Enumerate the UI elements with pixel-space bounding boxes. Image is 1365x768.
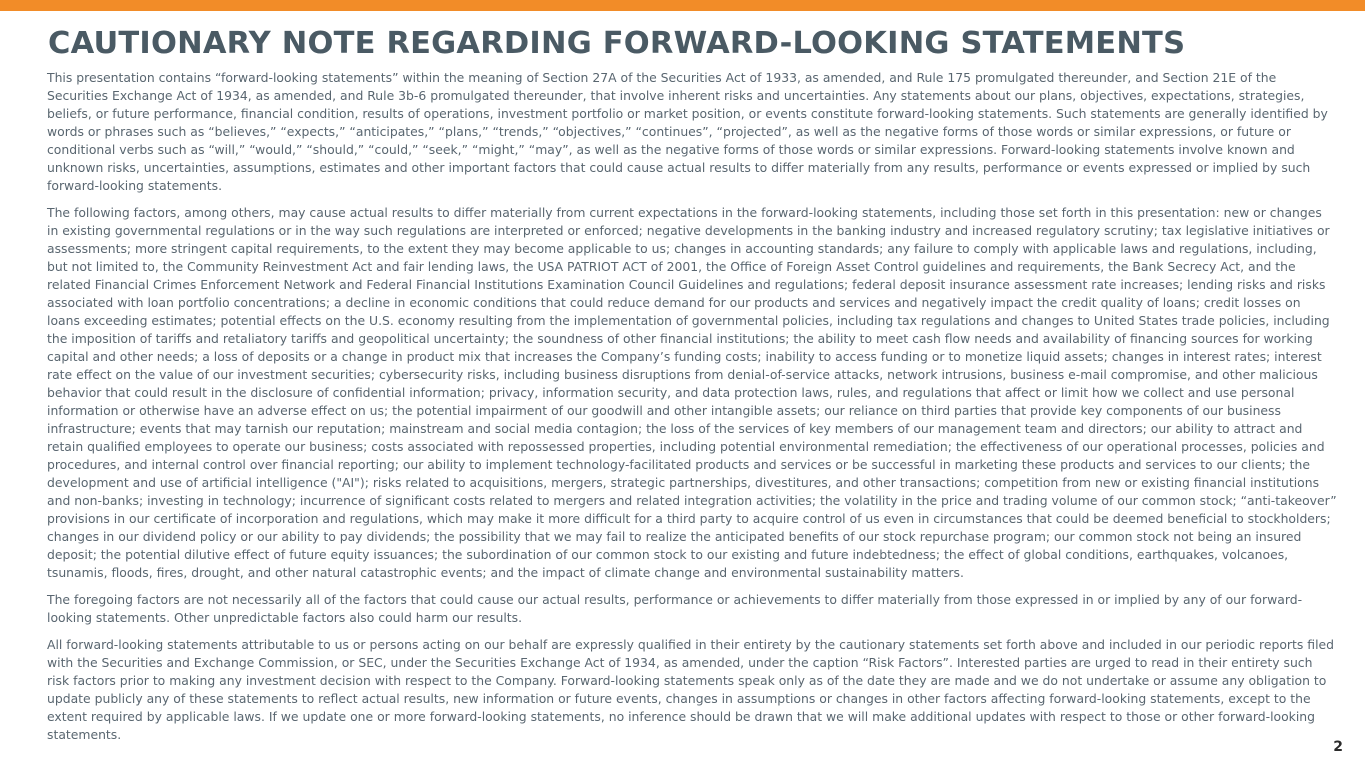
paragraph-qualification: All forward-looking statements attributable to us or persons acting on our behalf are expressly qualified in their entirety by the cautionary statements set forth above and included in our periodic reports filed with the Securities and Exchange Commission, or SEC, under the Securities Exchange Act of 1934, as amended, under the caption “Risk Factors”. Interested parties are urged to read in their entirety such risk factors prior to making any investment decision with respect to the Company. Forward-looking statements speak only as of the date they are made and we do not undertake or assume any obligation to update publicly any of these statements to reflect actual results, new information or future events, changes in assumptions or changes in other factors affecting forward-looking statements, except to the extent required by applicable laws. If we update one or more forward-looking statements, no inference should be drawn that we will make additional updates with respect to those or other forward-looking statements. [47, 637, 1335, 742]
page-number: 2 [1333, 739, 1343, 755]
paragraph-intro: This presentation contains “forward-looking statements” within the meaning of Section 27A of the Securities Act of 1933, as amended, and Rule 175 promulgated thereunder, and Section 21E of the Securities Exchange Act of 1934, as amended, and Rule 3b-6 promulgated thereunder, that involve inherent risks and uncertainties. Any statements about our plans, objectives, expectations, strategies, beliefs, or future performance, financial condition, results of operations, investment portfolio or market position, or events constitute forward-looking statements. Such statements are generally identified by words or phrases such as “believes,” “expects,” “anticipates,” “plans,” “trends,” “objectives,” “continues”, “projected”, as well as the negative forms of those words or similar expressions, or future or conditional verbs such as “will,” “would,” “should,” “could,” “seek,” “might,” “may”, as well as the negative forms of those words or similar expressions. Forward-looking statements involve known and unknown risks, uncertainties, assumptions, estimates and other important factors that could cause actual results to differ materially from any results, performance or events expressed or implied by such forward-looking statements. [47, 70, 1328, 193]
paragraph-risk-factors: The following factors, among others, may cause actual results to differ materially from current expectations in the forward-looking statements, including those set forth in this presentation: new or changes in existing governmental regulations or in the way such regulations are interpreted or enforced; negative developments in the banking industry and increased regulatory scrutiny; tax legislative initiatives or assessments; more stringent capital requirements, to the extent they may become applicable to us; changes in accounting standards; any failure to comply with applicable laws and regulations, including, but not limited to, the Community Reinvestment Act and fair lending laws, the USA PATRIOT ACT of 2001, the Office of Foreign Asset Control guidelines and requirements, the Bank Secrecy Act, and the related Financial Crimes Enforcement Network and Federal Financial Institutions Examination Council Guidelines and regulations; federal deposit insurance assessment rate increases; lending risks and risks associated with loan portfolio concentrations; a decline in economic conditions that could reduce demand for our products and services and negatively impact the credit quality of loans; credit losses on loans exceeding estimates; potential effects on the U.S. economy resulting from the implementation of governmental policies, including tax regulations and changes to United States trade policies, including the imposition of tariffs and retaliatory tariffs and geopolitical uncertainty; the soundness of other financial institutions; the ability to meet cash flow needs and availability of financing sources for working capital and other needs; a loss of deposits or a change in product mix that increases the Company’s funding costs; inability to access funding or to monetize liquid assets; changes in interest rates; interest rate effect on the value of our investment securities; cybersecurity risks, including business disruptions from denial-of-service attacks, network intrusions, business e-mail compromise, and other malicious behavior that could result in the disclosure of confidential information; privacy, information security, and data protection laws, rules, and regulations that affect or limit how we collect and use personal information or otherwise have an adverse effect on us; the potential impairment of our goodwill and other intangible assets; our reliance on third parties that provide key components of our business infrastructure; events that may tarnish our reputation; mainstream and social media contagion; the loss of the services of key members of our management team and directors; our ability to attract and retain qualified employees to operate our business; costs associated with repossessed properties, including potential environmental remediation; the effectiveness of our operational processes, policies and procedures, and internal control over financial reporting; our ability to implement technology-facilitated products and services or be successful in marketing these products and services to our clients; the development and use of artificial intelligence ("AI"); risks related to acquisitions, mergers, strategic partnerships, divestitures, and other transactions; competition from new or existing financial institutions and non-banks; investing in technology; incurrence of significant costs related to mergers and related integration activities; the volatility in the price and trading volume of our common stock; “anti-takeover” provisions in our certificate of incorporation and regulations, which may make it more difficult for a third party to acquire control of us even in circumstances that could be deemed beneficial to stockholders; changes in our dividend policy or our ability to pay dividends; the possibility that we may fail to realize the anticipated benefits of our stock repurchase program; our common stock not being an insured deposit; the potential dilutive effect of future equity issuances; the subordination of our common stock to our existing and future indebtedness; the effect of global conditions, earthquakes, volcanoes, tsunamis, floods, fires, drought, and other natural catastrophic events; and the impact of climate change and environmental sustainability matters. [47, 205, 1337, 580]
paragraph-foregoing-factors: The foregoing factors are not necessarily all of the factors that could cause our actual results, performance or achievements to differ materially from those expressed in or implied by any of our forward-looking statements. Other unpredictable factors also could harm our results. [47, 592, 1303, 625]
accent-bar [0, 0, 1365, 11]
page-title: CAUTIONARY NOTE REGARDING FORWARD-LOOKING STATEMENTS [48, 26, 1186, 61]
body-content [47, 69, 1337, 753]
